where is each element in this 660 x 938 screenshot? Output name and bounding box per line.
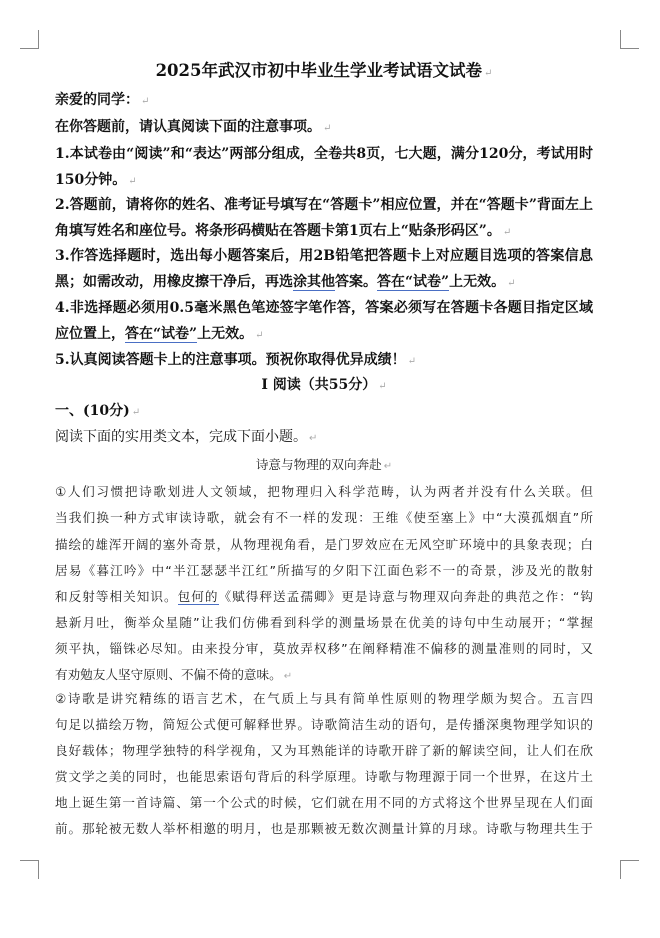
article-line: 悬新月吐，衡举众星随”让我们仿佛看到科学的测量场景在优美的诗句中生动展开；“掌握 [55, 615, 593, 630]
article-line: 良好载体；物理学独特的科学视角，又为耳熟能详的诗歌开辟了新的解读空间，让人们在欣 [55, 743, 593, 758]
notice-line [55, 272, 593, 294]
article-line: ①人们习惯把诗歌划进人文领域，把物理归入科学范畴，认为两者并没有什么关联。但 [55, 484, 593, 499]
notice-line: 4.非选择题必须用0.5毫米黑色笔迹签字笔作答，答案必须写在答题卡各题目指定区域 [55, 300, 593, 316]
article-line: 前。那轮被无数人举杯相邀的明月，也是那颗被无数次测量计算的月球。诗歌与物理共生于 [55, 821, 593, 836]
page-corner-mark [20, 860, 39, 879]
notice-line: 5.认真阅读答题卡上的注意事项。预祝你取得优异成绩！ ↵ [55, 350, 593, 372]
greeting: 亲爱的同学： ↵ [55, 90, 593, 112]
article-line: 当我们换一种方式审读诗歌，就会有不一样的发现：王维《使至塞上》中“大漠孤烟直”所 [55, 510, 593, 525]
text: 上无效。 [197, 326, 254, 342]
notice-line [55, 324, 593, 346]
grammar-underline: 答在“试卷” [377, 274, 450, 290]
notice-intro: 在你答题前，请认真阅读下面的注意事项。 ↵ [55, 117, 593, 139]
text: 应位置上， [55, 326, 125, 342]
article-line: 有劝勉友人坚守原则、不偏不倚的意味。 ↵ [55, 665, 593, 687]
text: 黑；如需改动，用橡皮擦干净后，再选 [55, 274, 293, 290]
part-heading: 一、(10分) ↵ [55, 401, 593, 423]
notice-line: 角填写姓名和座位号。将条形码横贴在答题卡第1页右上“贴条形码区”。 ↵ [55, 221, 593, 243]
section-heading: I 阅读（共55分） ↵ [55, 375, 593, 397]
grammar-underline: 涂其他 [293, 274, 335, 290]
article-line: 居易《暮江吟》中“半江瑟瑟半江红”所描写的夕阳下江面色彩不一的奇景，涉及光的散射 [55, 563, 593, 578]
instruction: 阅读下面的实用类文本，完成下面小题。 ↵ [55, 427, 593, 449]
notice-line: 2.答题前，请将你的姓名、准考证号填写在“答题卡”相应位置，并在“答题卡”背面左上 [55, 197, 593, 213]
grammar-underline: 答在“试卷” [125, 326, 198, 342]
grammar-underline: 包何的 [177, 589, 219, 604]
text: 和反射等相关知识。 [55, 589, 178, 604]
text: 《赋得秤送孟孺卿》更是诗意与物理双向奔赴的典范之作：“钩 [218, 589, 593, 604]
article-line: ②诗歌是讲究精练的语言艺术，在气质上与具有简单性原则的物理学颇为契合。五言四 [55, 691, 593, 706]
text: 答案。 [335, 274, 377, 290]
article-line: 地上诞生第一首诗篇、第一个公式的时候，它们就在用不同的方式将这个世界呈现在人们面 [55, 795, 593, 810]
article-line: 描绘的雄浑开阔的塞外奇景，从物理视角看，是门罗效应在无风空旷环境中的具象表现；白 [55, 537, 593, 552]
page-corner-mark [620, 30, 639, 49]
page-corner-mark [620, 860, 639, 879]
article-line: 赏文学之美的同时，也能思索语句背后的科学原理。诗歌与物理源于同一个世界，在这片土 [55, 769, 593, 784]
text: 上无效。 [449, 274, 506, 290]
notice-line: 3.作答选择题时，选出每小题答案后，用2B铅笔把答题卡上对应题目选项的答案信息 [55, 248, 593, 264]
article-line [55, 587, 593, 607]
article-line: 须平执，锱铢必尽知。由来投分审，莫放弄权移”在阐释精准不偏移的测量准则的同时，又 [55, 641, 593, 656]
article-title: 诗意与物理的双向奔赴 ↵ [55, 455, 593, 477]
article-line: 句足以描绘万物，简短公式便可解释世界。诗歌简洁生动的语句，是传播深奥物理学知识的 [55, 717, 593, 732]
page-corner-mark [20, 30, 39, 49]
notice-line: 1.本试卷由“阅读”和“表达”两部分组成，全卷共8页，七大题，满分120分，考试用时 [55, 146, 593, 162]
document-title: 2025年武汉市初中毕业生学业考试语文试卷 ↵ [55, 61, 593, 84]
notice-line: 150分钟。 ↵ [55, 170, 593, 192]
